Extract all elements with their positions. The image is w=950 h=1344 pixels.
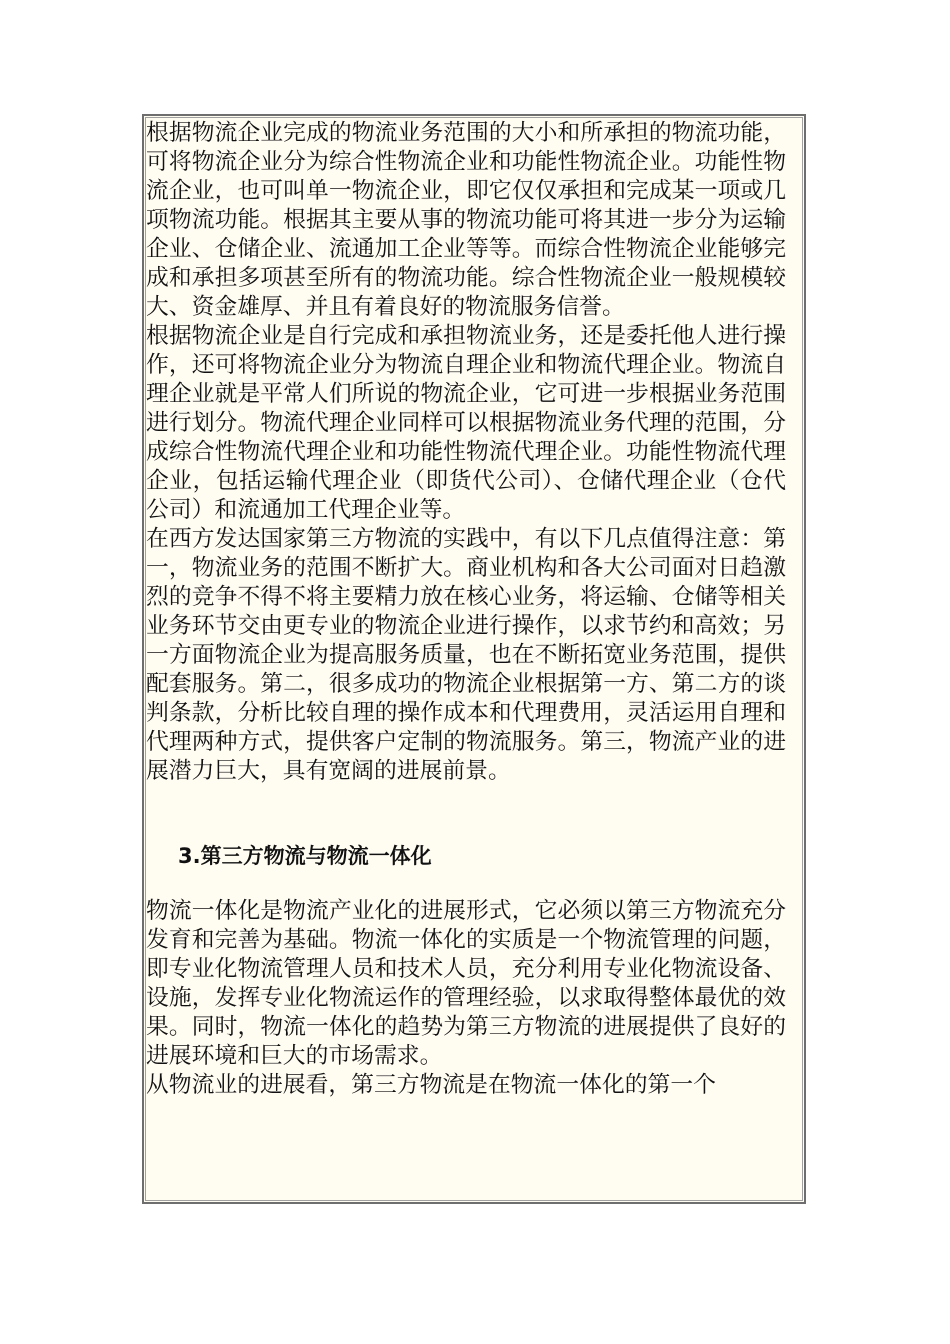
paragraph-self-vs-agency: 根据物流企业是自行完成和承担物流业务，还是委托他人进行操作，还可将物流企业分为物流自理企业和物流代理企业。物流自理企业就是平常人们所说的物流企业，它可进一步根据业务范围进行划分。物流代理企业同样可以根据物流业务代理的范围，分成综合性物流代理企业和功能性物流代理企业。功能性物流代理企业，包括运输代理企业（即货代公司）、仓储代理企业（仓代公司）和流通加工代理企业等。 <box>146 323 786 523</box>
paragraph-enterprise-function-types: 根据物流企业完成的物流业务范围的大小和所承担的物流功能，可将物流企业分为综合性物流企业和功能性物流企业。功能性物流企业，也可叫单一物流企业，即它仅仅承担和完成某一项或几项物流功能。根据其主要从事的物流功能可将其进一步分为运输企业、仓储企业、流通加工企业等等。而综合性物流企业能够完成和承担多项甚至所有的物流功能。综合性物流企业一般规模较大、资金雄厚、并且有着良好的物流服务信誉。 <box>146 120 786 320</box>
text-frame <box>142 114 806 1204</box>
section-heading: 3.第三方物流与物流一体化 <box>178 844 432 868</box>
document-body <box>146 119 786 1100</box>
paragraph-logistics-integration: 物流一体化是物流产业化的进展形式，它必须以第三方物流充分发育和完善为基础。物流一体化的实质是一个物流管理的问题，即专业化物流管理人员和技术人员，充分利用专业化物流设备、设施，发挥专业化物流运作的管理经验，以求取得整体最优的效果。同时，物流一体化的趋势为第三方物流的进展提供了良好的进展环境和巨大的市场需求。 <box>146 898 786 1069</box>
paragraph-industry-development: 从物流业的进展看，第三方物流是在物流一体化的第一个 <box>146 1072 716 1098</box>
paragraph-western-practice: 在西方发达国家第三方物流的实践中，有以下几点值得注意：第一，物流业务的范围不断扩大。商业机构和各大公司面对日趋激烈的竞争不得不将主要精力放在核心业务，将运输、仓储等相关业务环节交由更专业的物流企业进行操作，以求节约和高效；另一方面物流企业为提高服务质量，也在不断拓宽业务范围，提供配套服务。第二，很多成功的物流企业根据第一方、第二方的谈判条款，分析比较自理的操作成本和代理费用，灵活运用自理和代理两种方式，提供客户定制的物流服务。第三，物流产业的进展潜力巨大，具有宽阔的进展前景。 <box>146 526 786 784</box>
